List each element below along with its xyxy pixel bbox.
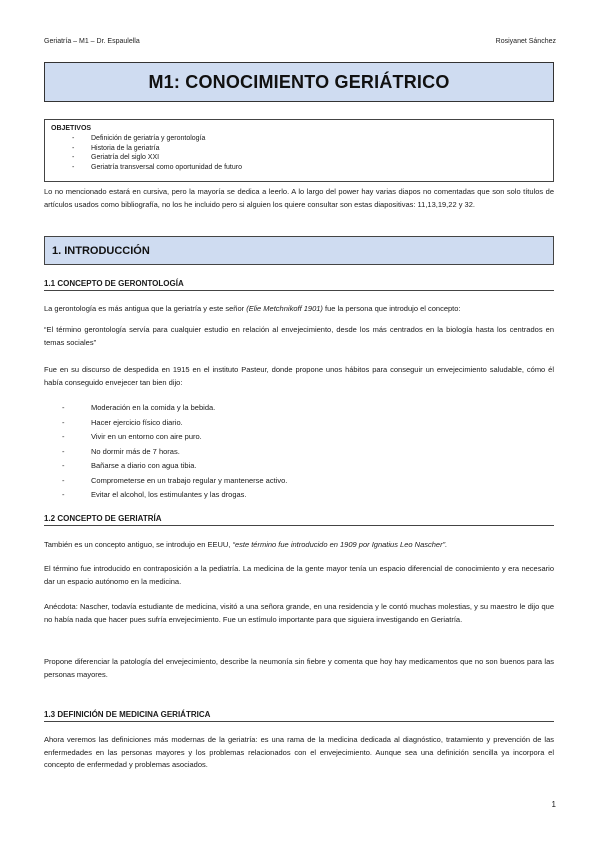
- habits-list: [62, 401, 287, 503]
- title-banner: [44, 62, 554, 102]
- objective-item: - Geriatría del siglo XXI: [51, 153, 547, 163]
- gerontology-quote: “El término gerontología servía para cualquier estudio en relación al envejecimiento, desde los más centrados en la biología hasta los centrados en temas sociales”: [44, 325, 554, 347]
- geriatrics-paragraph: [44, 539, 554, 552]
- geriatrics-citation: “este término fue introducido en 1909 por Ignatius Leo Nascher”.: [232, 540, 448, 549]
- list-item: - Bañarse a diario con agua tibia.: [62, 459, 287, 474]
- list-item: - No dormir más de 7 horas.: [62, 445, 287, 460]
- subsection-heading-gerontology: 1.1 CONCEPTO DE GERONTOLOGÍA: [44, 279, 554, 291]
- list-item: - Evitar el alcohol, los estimulantes y las drogas.: [62, 488, 287, 503]
- objectives-list: [51, 134, 547, 172]
- document-title: M1: CONOCIMIENTO GERIÁTRICO: [148, 71, 450, 92]
- pediatrics-paragraph: El término fue introducido en contraposición a la pediatría. La medicina de la gente mayor tenía un espacio diferencial de conocimiento y era necesario dar un espacio autónomo en la medicina.: [44, 564, 554, 586]
- objective-item: - Definición de geriatría y gerontología: [51, 134, 547, 144]
- gerontology-text-a: La gerontología es más antigua que la geriatría y este señor: [44, 304, 247, 313]
- objectives-heading: OBJETIVOS: [51, 125, 92, 132]
- running-header-right: Rosiyanet Sánchez: [495, 38, 556, 45]
- pathology-paragraph: Propone diferenciar la patología del envejecimiento, describe la neumonía sin fiebre y comenta que hoy hay medicamentos que no son buenos para las personas mayores.: [44, 657, 554, 679]
- pasteur-paragraph: Fue en su discurso de despedida en 1915 en el instituto Pasteur, donde propone unos hábitos para conseguir un envejecimiento saludable, cómo él había conseguido envejecer tan bien dijo:: [44, 365, 554, 387]
- subsection-heading-definition: 1.3 DEFINICIÓN DE MEDICINA GERIÁTRICA: [44, 710, 554, 722]
- subsection-heading-geriatrics: 1.2 CONCEPTO DE GERIATRÍA: [44, 514, 554, 526]
- objectives-box: [44, 119, 554, 182]
- page-number: 1: [551, 800, 556, 809]
- geriatrics-text: También es un concepto antiguo, se introdujo en EEUU,: [44, 540, 233, 549]
- gerontology-paragraph: [44, 303, 554, 316]
- running-header-left: Geriatría – M1 – Dr. Espaulella: [44, 38, 140, 45]
- gerontology-citation: (Elie Metchnikoff 1901): [246, 304, 323, 313]
- list-item: - Hacer ejercicio físico diario.: [62, 416, 287, 431]
- gerontology-text-b: fue la persona que introdujo el concepto:: [322, 304, 461, 313]
- list-item: - Vivir en un entorno con aire puro.: [62, 430, 287, 445]
- section-banner: [44, 236, 554, 265]
- objective-item: - Geriatría transversal como oportunidad de futuro: [51, 163, 547, 173]
- definition-paragraph: Ahora veremos las definiciones más modernas de la geriatría: es una rama de la medicina dedicada al diagnóstico, tratamiento y prevención de las enfermedades en las personas mayores y los problemas relacionados con el envejecimiento. Aunque sea una definición sencilla ya incorpora el concepto de enfermedad y problemas asociados.: [44, 735, 554, 769]
- list-item: - Moderación en la comida y la bebida.: [62, 401, 287, 416]
- objective-item: - Historia de la geriatría: [51, 144, 547, 154]
- section-title: 1. INTRODUCCIÓN: [52, 244, 150, 257]
- intro-note: Lo no mencionado estará en cursiva, pero la mayoría se dedica a leerlo. A lo largo del power hay varias diapos no comentadas que son solo títulos de artículos usados como bibliografía, no los he incluido pero si alguien los quiere consultar son estas diapositivas: 11,13,19,22 y 32.: [44, 187, 554, 209]
- anecdote-paragraph: Anécdota: Nascher, todavía estudiante de medicina, visitó a una señora grande, en una residencia y le contó muchas molestias, y su maestro le dijo que no había nada que hacer pues sufría envejecimiento. Fue un estímulo importante para que siguiera investigando en Geriatría.: [44, 602, 554, 624]
- list-item: - Comprometerse en un trabajo regular y mantenerse activo.: [62, 474, 287, 489]
